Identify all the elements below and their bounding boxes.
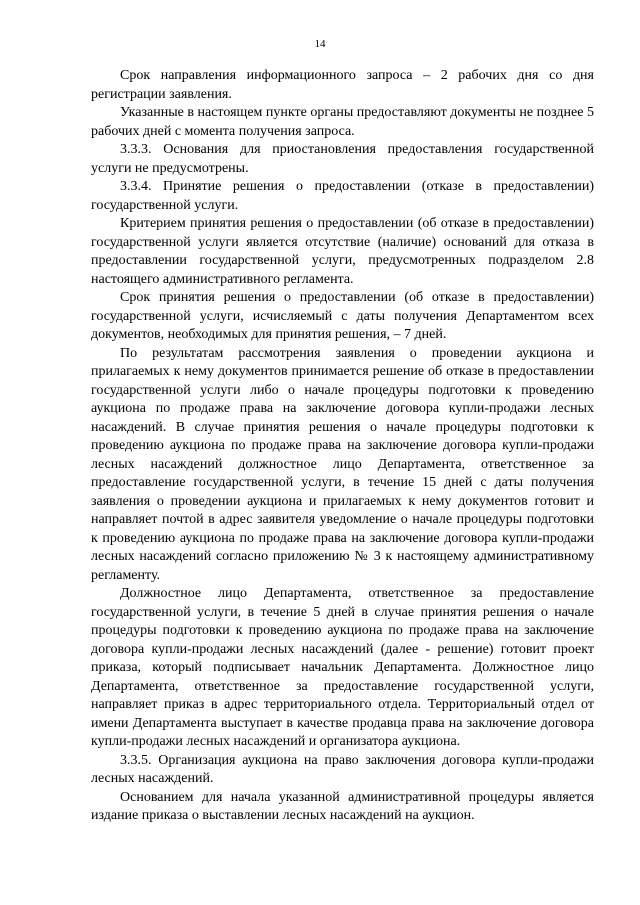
paragraph-3-3-5: 3.3.5. Организация аукциона на право заключения договора купли-продажи лесных насаждений.: [91, 752, 594, 786]
page-number: 14: [314, 38, 326, 50]
paragraph-review-results: По результатам рассмотрения заявления о проведении аукциона и прилагаемых к нему документов принимается решение об отказе в предоставлении государственной услуги либо о начале процедуры подготовки к проведению аукциона по продаже права на заключение договора купли-продажи лесных насаждений. В случае принятия решения о начале процедуры подготовки к проведению аукциона по продаже права на заключение договора купли-продажи лесных насаждений должностное лицо Департамента, ответственное за предоставление государственной услуги, в течение 15 дней с даты получения заявления о проведении аукциона и прилагаемых к нему документов готовит и направляет почтой в адрес заявителя уведомление о начале процедуры подготовки к проведению аукциона по продаже права на заключение договора купли-продажи лесных насаждений согласно приложению № 3 к настоящему административному регламенту.: [91, 345, 594, 583]
paragraph-3-3-3: 3.3.3. Основания для приостановления предоставления государственной услуги не предусмотрены.: [91, 142, 594, 176]
document-body: [91, 67, 594, 826]
paragraph-3-3-4: 3.3.4. Принятие решения о предоставлении (отказе в предоставлении) государственной услуги.: [91, 179, 594, 213]
paragraph-decision-term: Срок принятия решения о предоставлении (об отказе в предоставлении) государственной услуги, исчисляемый с даты получения Департаментом всех документов, необходимых для принятия решения, – 7 дней.: [91, 290, 594, 342]
paragraph-documents-deadline: Указанные в настоящем пункте органы предоставляют документы не позднее 5 рабочих дней с момента получения запроса.: [91, 105, 594, 139]
paragraph-decision-criterion: Критерием принятия решения о предоставлении (об отказе в предоставлении) государственной услуги является отсутствие (наличие) оснований для отказа в предоставлении государственной услуги, предусмотренных подразделом 2.8 настоящего административного регламента.: [91, 216, 594, 287]
paragraph-procedure-basis: Основанием для начала указанной административной процедуры является издание приказа о выставлении лесных насаждений на аукцион.: [91, 789, 594, 823]
paragraph-request-deadline: Срок направления информационного запроса – 2 рабочих дня со дня регистрации заявления.: [91, 68, 594, 102]
paragraph-order-preparation: Должностное лицо Департамента, ответственное за предоставление государственной услуги, в течение 5 дней в случае принятия решения о начале процедуры подготовки к проведению аукциона по продаже права на заключение договора купли-продажи лесных насаждений (далее - решение) готовит проект приказа, который подписывает начальник Департамента. Должностное лицо Департамента, ответственное за предоставление государственной услуги, направляет приказ в адрес территориального отдела. Территориальный отдел от имени Департамента выступает в качестве продавца права на заключение договора купли-продажи лесных насаждений и организатора аукциона.: [91, 586, 594, 749]
